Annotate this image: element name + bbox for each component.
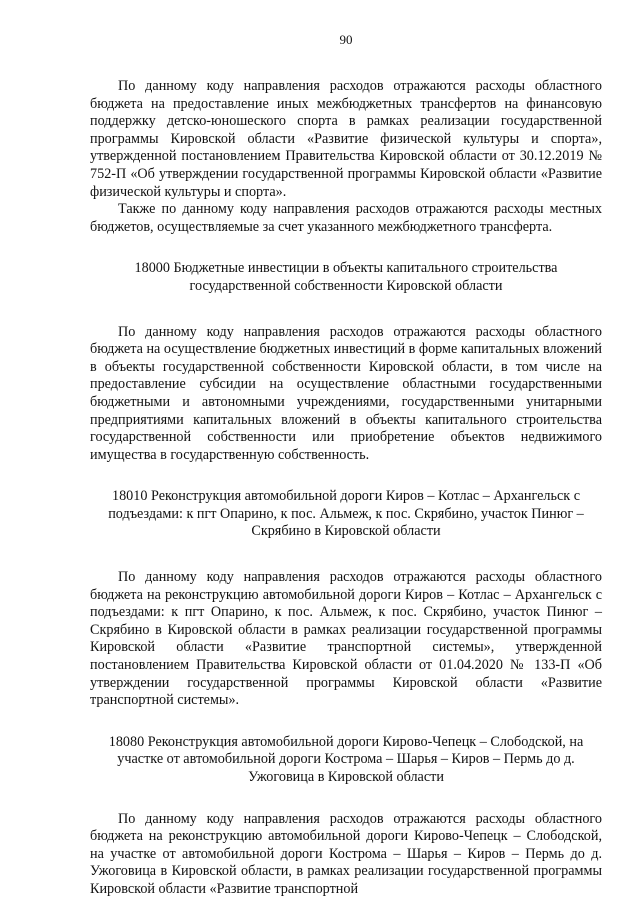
section-heading-18010 xyxy=(90,488,602,541)
heading-line: 18010 Реконструкция автомобильной дороги Киров – Котлас – Архангельск с xyxy=(111,488,581,505)
spacer xyxy=(90,710,602,734)
spacer xyxy=(90,464,602,488)
heading-line: Ужоговица в Кировской области xyxy=(248,769,444,785)
heading-line: 18000 Бюджетные инвестиции в объекты капитального строительства xyxy=(134,260,558,277)
spacer xyxy=(90,236,602,260)
heading-line: государственной собственности Кировской области xyxy=(189,277,503,294)
paragraph-1: По данному коду направления расходов отражаются расходы областного бюджета на предоставление иных межбюджетных трансфертов на финансовую поддержку детско-юношеского спорта в рамках реализации государственной программы Кировской области «Развитие физической культуры и спорта», утвержденной постановлением Правительства Кировской области от 30.12.2019 № 752-П «Об утверждении государственной программы Кировской области «Развитие физической культуры и спорта». xyxy=(90,78,602,200)
document-page xyxy=(90,32,602,899)
paragraph-5: По данному коду направления расходов отражаются расходы областного бюджета на реконструкцию автомобильной дороги Кирово-Чепецк – Слободской, на участке от автомобильной дороги Кострома – Шарья – Киров – Пермь до д. Ужоговица в Кировской области, в рамках реализации государственной программы Кировской области «Развитие транспортной xyxy=(90,810,602,897)
heading-line: 18080 Реконструкция автомобильной дороги Кирово-Чепецк – Слободской, на xyxy=(108,733,584,750)
paragraph-4: По данному коду направления расходов отражаются расходы областного бюджета на реконструкцию автомобильной дороги Киров – Котлас – Архангельск с подъездами: к пгт Опарино, к пос. Альмеж, к пос. Скрябино, участок Пинюг – Скрябино в Кировской области в рамках реализации государственной программы Кировской области «Развитие транспортной системы», утвержденной постановлением Правительства Кировской области от 01.04.2020 № 133-П «Об утверждении государственной программы Кировской области «Развитие транспортной системы». xyxy=(90,569,602,709)
paragraph-2: Также по данному коду направления расходов отражаются расходы местных бюджетов, осуществляемые за счет указанного межбюджетного трансферта. xyxy=(90,201,602,235)
heading-line: участке от автомобильной дороги Кострома – Шарья – Киров – Пермь до д. xyxy=(117,751,575,768)
heading-line: подъездами: к пгт Опарино, к пос. Альмеж, к пос. Скрябино, участок Пинюг – xyxy=(108,505,584,522)
spacer xyxy=(90,296,602,324)
spacer xyxy=(90,541,602,569)
section-heading-18000 xyxy=(90,260,602,295)
page-number: 90 xyxy=(339,32,353,47)
heading-line: Скрябино в Кировской области xyxy=(251,523,441,540)
paragraph-3: По данному коду направления расходов отражаются расходы областного бюджета на осуществление бюджетных инвестиций в форме капитальных вложений в объекты государственной собственности Кировской области, в том числе на предоставление субсидии на осуществление областными государственными бюджетными и автономными учреждениями, государственными унитарными предприятиями капитальных вложений в объекты капитального строительства государственной собственности или приобретение объектов недвижимого имущества в государственную собственность. xyxy=(90,323,602,463)
spacer xyxy=(90,787,602,811)
section-heading-18080 xyxy=(90,734,602,787)
